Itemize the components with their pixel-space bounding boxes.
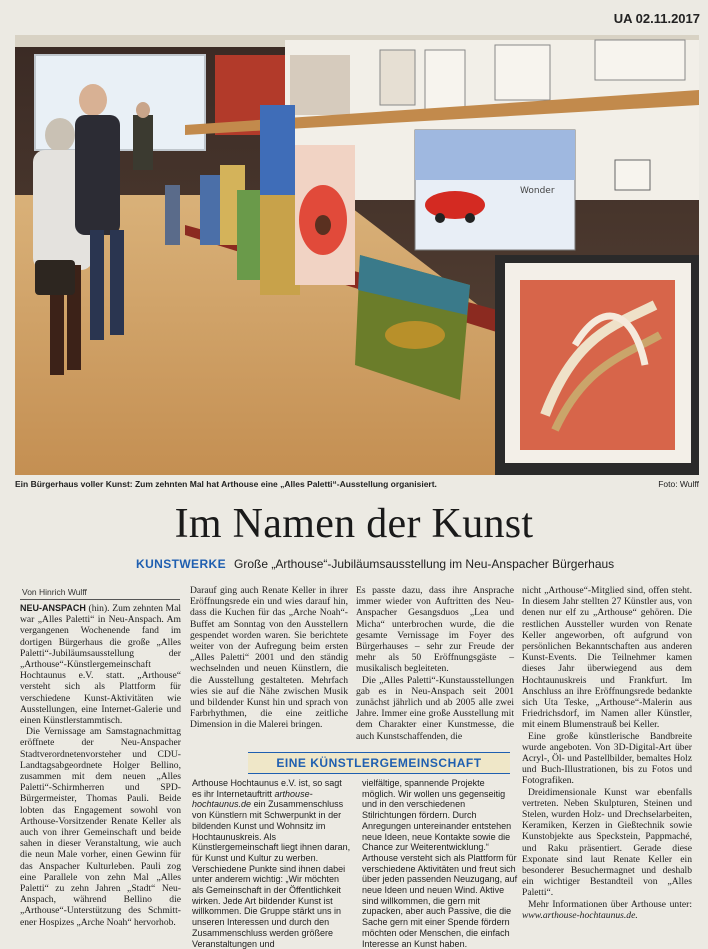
- col4-paragraph-3: Dreidimensionale Kunst war ebenfalls vertreten. Neben Skulpturen, Steinen und Stelen, wurden Holz- und Drechselarbeiten, Keramiken, Kerzen in Gießtechnik sowie Kunstobjekte aus Speckstein, Pappmaché, und Raku präsentiert. Gerade diese Exponate sind laut Renate Keller ein besonderer Besuchermagnet und deshalb ein wichtiger Bestandteil von „Alles Paletti“.: [522, 786, 692, 899]
- painting-text: Wonder: [520, 186, 555, 196]
- infobox-left-prefix: Arthouse Hochtaunus e.V. ist, so sagt es ihr Internetauftritt: [192, 778, 342, 799]
- article-column-1: [20, 603, 181, 928]
- infobox-website-link[interactable]: arthouse-hochtaunus.de: [192, 788, 313, 810]
- kicker-label: KUNSTWERKE: [136, 557, 226, 571]
- infobox-column-left: [192, 778, 352, 949]
- byline-rule: [20, 599, 180, 600]
- caption-text: Ein Bürgerhaus voller Kunst: Zum zehnten Mal hat Arthouse eine „Alles Paletti“-Ausstellung organisiert.: [15, 479, 437, 489]
- col4-paragraph-2: Eine große künstlerische Bandbreite wurde angeboten. Von 3D-Digital-Art über Acryl-, Öl- und Pastellbilder, bemaltes Holz und Buch-Illustrationen, bis zu Fotos und Fotografiken.: [522, 730, 692, 787]
- col1-paragraph-2: Die Vernissage am Samstagnachmittag eröffnete der Neu-Anspacher Stadtverordnetenvorsteher und CDU-Landtagsabgeordnete Holger Bellino, zusammen mit dem neuen „Alles Paletti“-Schirmherren und SPD-Bürgermeister, Thomas Pauli. Beide lobten das Engagement sowohl von Arthouse-Vorsitzender Renate Keller als auch von ihrer Gemeinschaft und beide sahen in dieser Veranstaltung, wie auch die neun Male vorher, einen Gewinn für das Anspacher Kulturleben. Pauli zog eine Parallele von zehn Mal „Alles Paletti“ zu zehn Jahren „Stadt“ Neu-Anspach, während Bellino die „Arthouse“-Unterstützung des Schmittener Hospizes „Arche Noah“ hervorhob.: [20, 726, 181, 928]
- photo-credit: Foto: Wulff: [658, 479, 699, 489]
- infobox-left-text: ein Zusammenschluss von Künstlern mit Schwerpunkt in der bildenden Kunst und Wohnsitz im Hochtaunuskreis. Als Künstlergemeinschaft liegt ihnen daran, für Kunst und Kultur zu werben. Verschiedene Punkte sind ihnen dabei unter anderem wichtig: „Wir möchten als Gemeinschaft in der Öffentlichkeit wirken. Jede Art bildender Kunst ist willkommen. Die Gruppe stärkt uns in unseren Interessen und durch den Zusammenschluss werden größere Veranstaltungen und: [192, 799, 351, 949]
- col3-paragraph-2: Die „Alles Paletti“-Kunstausstellungen gab es in Neu-Anspach seit 2001 zunächst jährlich und ab 2005 alle zwei Jahre. Immer eine große Ausstellung mit dem Charakter einer Kunstmesse, die auch Kunstschaffenden, die: [356, 674, 514, 742]
- infobox-heading: EINE KÜNSTLERGEMEINSCHAFT: [248, 752, 510, 774]
- col1-paragraph-1: (hin). Zum zehnten Mal war „Alles Paletti“ in Neu-Anspach. Am vergangenen Wochenende fand im dortigen Bürgerhaus die große „Alles Paletti“-Jubiläumsausstellung der „Arthouse“-Künstlergemeinschaft Hochtaunus e.V. statt. „Arthouse“ versteht sich als Plattform für verschiedene Kunst-Aktivitäten wie Ausstellungen, eine Internet-Galerie und einen Künstlerstammtisch.: [20, 603, 181, 727]
- col2-paragraph-1: Darauf ging auch Renate Keller in ihrer Eröffnungsrede ein und wies darauf hin, dass die Kuchen für das „Arche Noah“-Buffet am Sonntag von den Ausstellern gespendet worden waren. Sie berichtete weiter von der Aufregung beim ersten „Alles Paletti“ 2001 und den ständig wechselnden und neuen Künstlern, die die Ausstellung gestalteten. Mehrfach wies sie auf die Nähe zwischen Musik und bildender Kunst hin und sprach von Farbrhythmen, die eine zeitliche Dimension in die Malerei bringen.: [190, 585, 348, 731]
- dateline-place: NEU-ANSPACH: [20, 603, 86, 613]
- photo-caption: [15, 479, 699, 489]
- infobox-column-right: [362, 778, 518, 949]
- subheadline: [136, 557, 614, 571]
- headline: Im Namen der Kunst: [174, 501, 534, 547]
- article-column-4: [522, 585, 692, 921]
- subheadline-text: Große „Arthouse“-Jubiläumsausstellung im Neu-Anspacher Bürgerhaus: [234, 557, 615, 571]
- arthouse-website-link[interactable]: www.arthouse-hochtaunus.de.: [522, 909, 638, 921]
- date-label: UA 02.11.2017: [613, 11, 700, 26]
- col3-paragraph-1: Es passte dazu, dass ihre Ansprache immer wieder von Auftritten des Neu-Anspacher Gesangsduos „Lea und Micha“ unterbrochen wurde, die die gesamte Vernissage im Foyer des Bürgerhauses – sehr zur Freude der mehr als 50 Eröffnungsgäste – musikalisch begleiteten.: [356, 585, 514, 675]
- col4-paragraph-1: nicht „Arthouse“-Mitglied sind, offen steht. In diesem Jahr stellten 27 Künstler aus, von denen nur elf zu „Arthouse“ gehören. Die restlichen Aussteller wurden von Renate Keller angeworben, oft aufgrund von persönlichen Bekanntschaften aus anderen Kunst-Events. Die Teilnehmer kamen dieses Jahr überwiegend aus dem Hochtaunuskreis und Frankfurt. Im Anschluss an ihre Eröffnungsrede bedankte sich Uta Teske, „Arthouse“-Malerin aus Friedrichsdorf, im Namen aller Künstler, mit einem Blumenstrauß bei Keller.: [522, 585, 692, 731]
- exhibition-photo: [15, 35, 699, 475]
- article-column-3: [356, 585, 514, 742]
- exhibition-photo-illustration: [15, 35, 699, 475]
- infobox-right-text: vielfältige, spannende Projekte möglich. Wir wollen uns gegenseitig und in den verschiedenen Stilrichtungen fördern. Durch Anregungen untereinander entstehen neue Ideen, neue Kontakte sowie die Chance zur Weiterentwicklung.“ Arthouse versteht sich als Plattform für verschiedene Aktivitäten und freut sich über jeden passenden Neuzugang, auf neue Ideen und neuen Wind. Aktive sind willkommen, die gern mit zupacken, aber auch Passive, die die Sache gern mit einer Spende fördern möchten oder Menschen, die einfach Interesse an Kunst haben.: [362, 778, 518, 949]
- author-byline: Von Hinrich Wulff: [22, 587, 87, 597]
- article-column-2: [190, 585, 348, 731]
- col4-info-prefix: Mehr Informationen über Arthouse unter:: [528, 898, 692, 910]
